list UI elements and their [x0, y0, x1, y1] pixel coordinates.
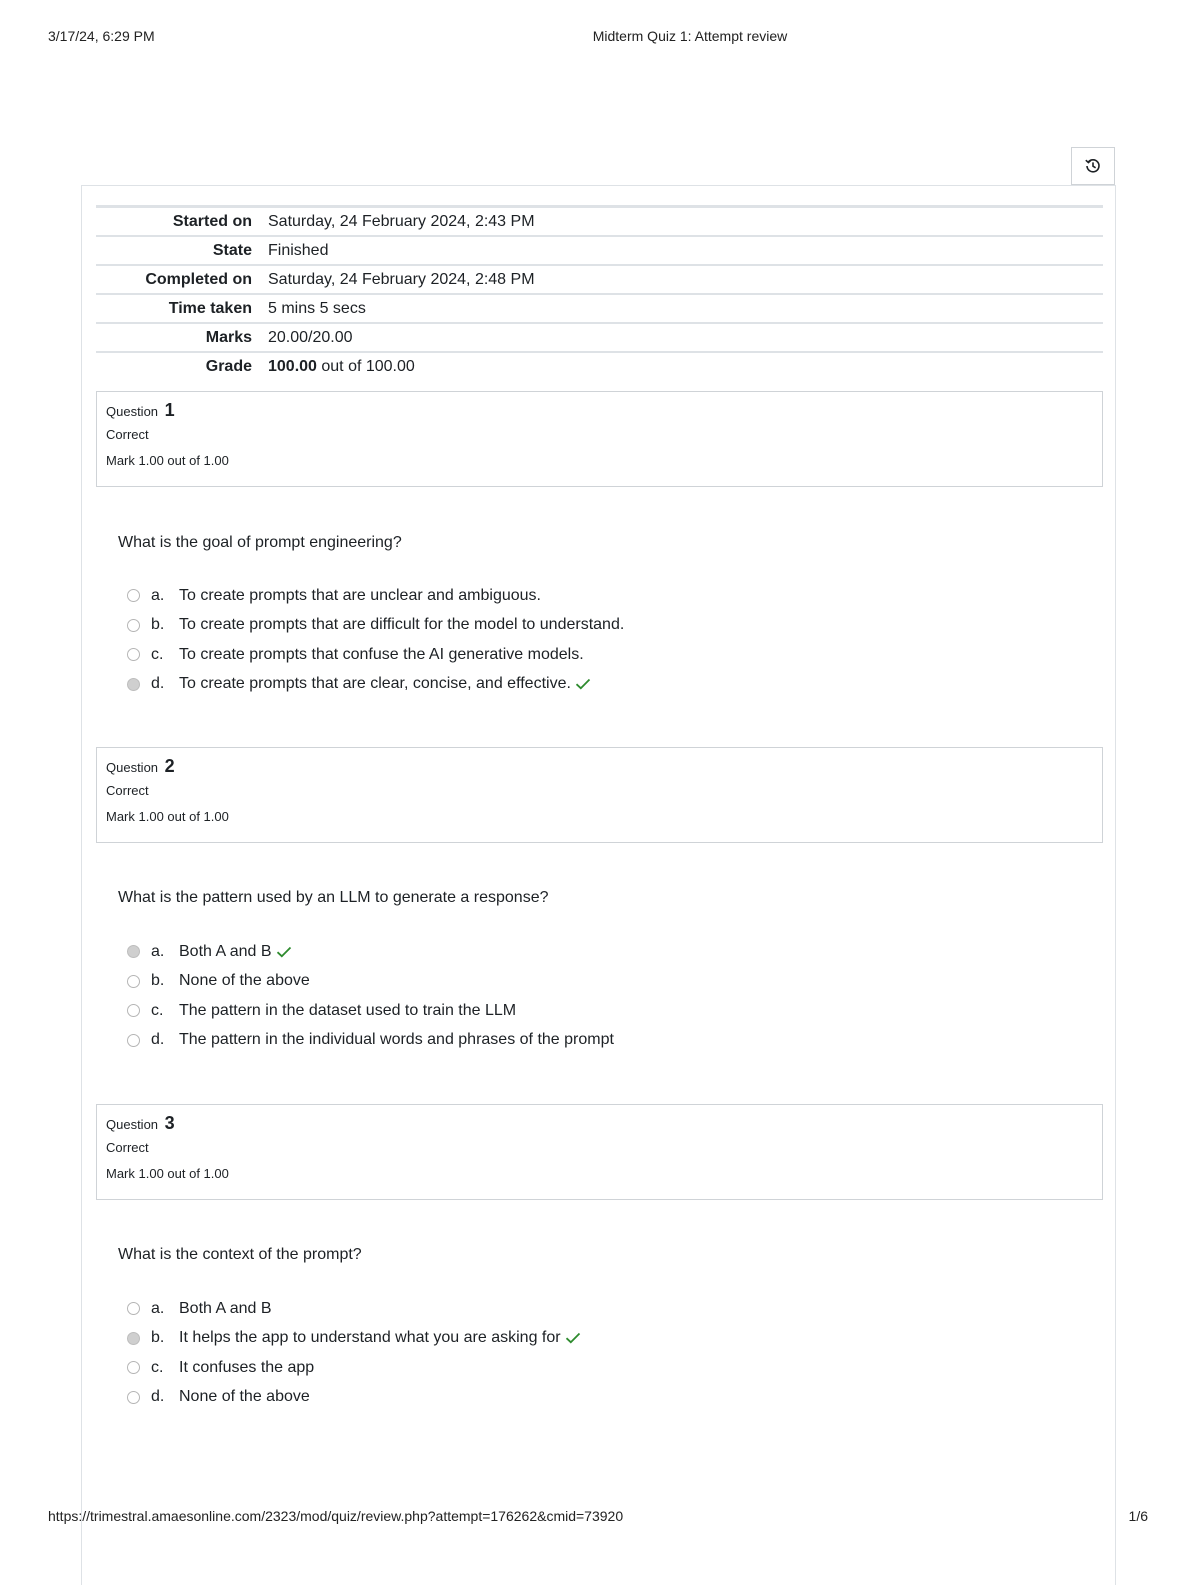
- print-footer: [0, 1508, 1200, 1528]
- summary-value: 5 mins 5 secs: [268, 299, 366, 317]
- answer-list-3: [126, 1294, 826, 1412]
- answer-letter: b.: [151, 616, 165, 634]
- grade-out-of: out of 100.00: [316, 357, 415, 375]
- answer-option[interactable]: [126, 1294, 826, 1324]
- question-text: What is the goal of prompt engineering?: [118, 534, 402, 551]
- answer-letter: b.: [151, 1329, 165, 1347]
- answer-letter: c.: [151, 1001, 164, 1019]
- answer-text: To create prompts that are difficult for the model to understand.: [179, 616, 625, 634]
- answer-option[interactable]: [126, 1353, 826, 1383]
- radio-button-checked[interactable]: [127, 1332, 140, 1345]
- history-button[interactable]: [1071, 147, 1115, 185]
- question-state: Correct: [106, 783, 149, 798]
- question-number: [106, 1113, 1093, 1134]
- summary-value: Finished: [268, 241, 329, 259]
- answer-letter: c.: [151, 1358, 164, 1376]
- question-mark: Mark 1.00 out of 1.00: [106, 453, 229, 468]
- summary-label: Started on: [172, 212, 252, 230]
- print-url: https://trimestral.amaesonline.com/2323/mod/quiz/review.php?attempt=176262&cmid=73920: [48, 1508, 624, 1524]
- summary-label: State: [212, 241, 252, 259]
- answer-letter: a.: [151, 1299, 165, 1317]
- attempt-summary-table: [96, 205, 1103, 380]
- question-label: Question: [106, 404, 159, 419]
- answer-option[interactable]: [126, 1026, 826, 1056]
- answer-option-selected[interactable]: [126, 670, 826, 700]
- radio-button[interactable]: [127, 1302, 140, 1315]
- question-text: What is the context of the prompt?: [118, 1246, 362, 1263]
- radio-button[interactable]: [127, 1361, 140, 1374]
- answer-option-selected[interactable]: [126, 937, 826, 967]
- answer-text: To create prompts that confuse the AI generative models.: [179, 645, 584, 663]
- answer-letter: a.: [151, 942, 165, 960]
- history-icon: [1084, 157, 1102, 175]
- question-info-1: [96, 391, 1103, 487]
- radio-button[interactable]: [127, 648, 140, 661]
- answer-text: None of the above: [179, 1388, 310, 1406]
- summary-value: 20.00/20.00: [268, 328, 353, 346]
- answer-list-2: [126, 937, 826, 1055]
- summary-row-grade: [96, 352, 1103, 380]
- radio-button[interactable]: [127, 975, 140, 988]
- radio-button[interactable]: [127, 589, 140, 602]
- answer-text: To create prompts that are unclear and ambiguous.: [179, 586, 541, 604]
- answer-list-1: [126, 581, 826, 699]
- answer-letter: d.: [151, 675, 165, 693]
- summary-label: Marks: [205, 328, 252, 346]
- answer-letter: d.: [151, 1031, 165, 1049]
- correct-check-icon: [575, 678, 591, 690]
- answer-option[interactable]: [126, 996, 826, 1026]
- question-number: [106, 756, 1093, 777]
- answer-text: It helps the app to understand what you are asking for: [179, 1329, 561, 1347]
- radio-button[interactable]: [127, 1004, 140, 1017]
- grade-score: 100.00: [268, 357, 317, 375]
- answer-option[interactable]: [126, 640, 826, 670]
- question-text: What is the pattern used by an LLM to generate a response?: [118, 889, 549, 906]
- print-page-title: Midterm Quiz 1: Attempt review: [592, 28, 788, 44]
- correct-check-icon: [565, 1332, 581, 1344]
- print-page-number: 1/6: [1128, 1508, 1148, 1524]
- answer-letter: d.: [151, 1388, 165, 1406]
- radio-button[interactable]: [127, 1034, 140, 1047]
- answer-text: The pattern in the individual words and phrases of the prompt: [179, 1031, 614, 1049]
- summary-row-marks: [96, 323, 1103, 352]
- question-info-3: [96, 1104, 1103, 1200]
- print-header: [0, 28, 1200, 48]
- print-datetime: 3/17/24, 6:29 PM: [48, 28, 155, 44]
- summary-row-time-taken: [96, 294, 1103, 323]
- question-num: 3: [164, 1113, 175, 1133]
- summary-value: Saturday, 24 February 2024, 2:48 PM: [268, 270, 535, 288]
- radio-button-checked[interactable]: [127, 678, 140, 691]
- radio-button[interactable]: [127, 619, 140, 632]
- question-number: [106, 400, 1093, 421]
- answer-text: It confuses the app: [179, 1358, 315, 1376]
- summary-value: Saturday, 24 February 2024, 2:43 PM: [268, 212, 535, 230]
- summary-label: Time taken: [168, 299, 252, 317]
- question-mark: Mark 1.00 out of 1.00: [106, 809, 229, 824]
- question-state: Correct: [106, 427, 149, 442]
- question-num: 2: [164, 756, 175, 776]
- answer-letter: b.: [151, 972, 165, 990]
- answer-option-selected[interactable]: [126, 1324, 826, 1354]
- question-num: 1: [164, 400, 175, 420]
- summary-row-completed: [96, 265, 1103, 294]
- answer-text: Both A and B: [179, 942, 272, 960]
- answer-option[interactable]: [126, 1383, 826, 1413]
- summary-label: Completed on: [145, 270, 252, 288]
- question-info-2: [96, 747, 1103, 843]
- answer-option[interactable]: [126, 581, 826, 611]
- answer-text: None of the above: [179, 972, 310, 990]
- answer-letter: c.: [151, 645, 164, 663]
- answer-text: The pattern in the dataset used to train the LLM: [179, 1001, 517, 1019]
- answer-text: To create prompts that are clear, concise, and effective.: [179, 675, 571, 693]
- answer-text: Both A and B: [179, 1299, 272, 1317]
- question-label: Question: [106, 1117, 159, 1132]
- question-label: Question: [106, 760, 159, 775]
- question-mark: Mark 1.00 out of 1.00: [106, 1166, 229, 1181]
- question-state: Correct: [106, 1140, 149, 1155]
- answer-option[interactable]: [126, 967, 826, 997]
- summary-row-started: [96, 207, 1103, 237]
- correct-check-icon: [276, 946, 292, 958]
- summary-value: [262, 352, 1103, 380]
- radio-button-checked[interactable]: [127, 945, 140, 958]
- answer-letter: a.: [151, 586, 165, 604]
- summary-row-state: [96, 236, 1103, 265]
- summary-label: Grade: [205, 357, 252, 375]
- answer-option[interactable]: [126, 611, 826, 641]
- radio-button[interactable]: [127, 1391, 140, 1404]
